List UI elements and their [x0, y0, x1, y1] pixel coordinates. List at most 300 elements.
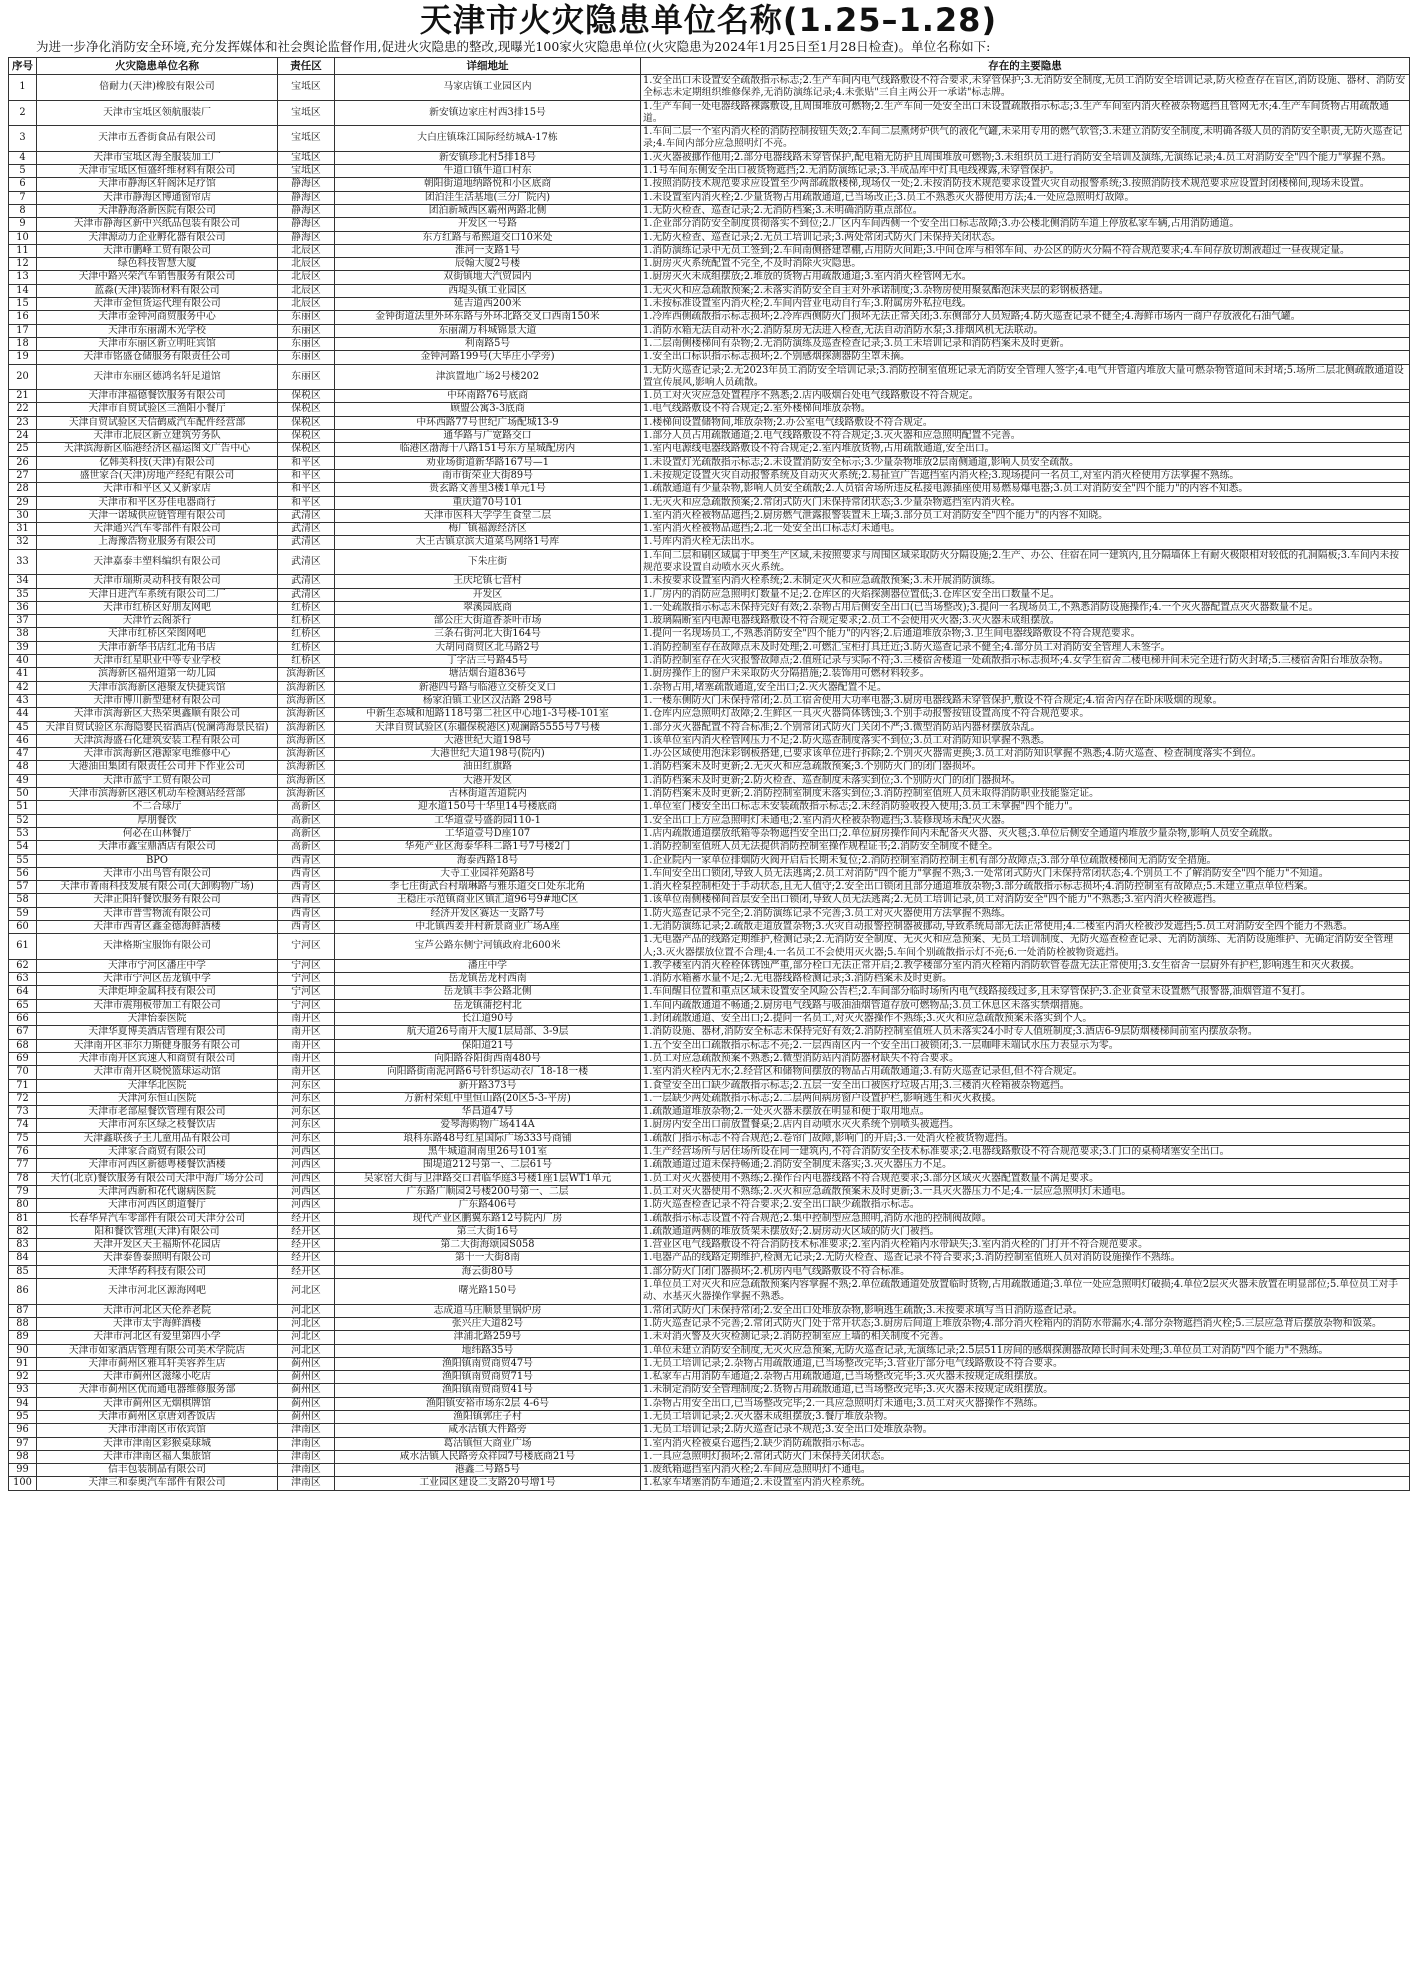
address: 华苑产业区海泰华科二路1号7号楼2门	[335, 841, 641, 854]
problems: 1.消防控制室值班人员无法提供消防控制室操作规程证书;2.消防安全制度不健全。	[641, 841, 1410, 854]
address: 牛道口镇牛道口村东	[335, 165, 641, 178]
problems: 1.消防水箱蓄水量不足;2.无电器线路检测记录;3.消防档案未及时更新。	[641, 973, 1410, 986]
unit-name: 天津鑫联孩子王儿童用品有限公司	[37, 1132, 278, 1145]
district: 经开区	[278, 1239, 335, 1252]
table-row	[9, 483, 1410, 496]
unit-name: 倍耐力(天津)橡胶有限公司	[37, 75, 278, 101]
row-number: 42	[9, 681, 37, 694]
district: 保税区	[278, 430, 335, 443]
district: 河东区	[278, 1119, 335, 1132]
district: 经开区	[278, 1265, 335, 1278]
district: 河北区	[278, 1344, 335, 1357]
district: 津南区	[278, 1450, 335, 1463]
district: 静海区	[278, 204, 335, 217]
table-row	[9, 1304, 1410, 1317]
table-row	[9, 1331, 1410, 1344]
address: 岳龙镇蒲挖村北	[335, 999, 641, 1012]
district: 西青区	[278, 854, 335, 867]
address: 大港世纪大道198号(院内)	[335, 748, 641, 761]
address: 长江道90号	[335, 1013, 641, 1026]
problems: 1.安全出口未设置安全疏散指示标志;2.生产车间内电气线路敷设不符合要求,未穿管保护;3.无消防安全制度,无员工消防安全培训记录,防火检查存在盲区,消防设施、器材、消防安全标志未定期组织维修保养,无消防演练记录;4.未张贴"三自主两公开一承诺"标志牌。	[641, 75, 1410, 101]
table-row	[9, 694, 1410, 707]
address: 翠溪园底商	[335, 601, 641, 614]
district: 河西区	[278, 1199, 335, 1212]
address: 咸水沽镇人民路旁众祥园7号楼底商21号	[335, 1450, 641, 1463]
table-row	[9, 100, 1410, 126]
unit-name: 天津市静海区博通窗帘店	[37, 191, 278, 204]
table-row	[9, 668, 1410, 681]
problems: 1.室内消火栓被物品遮挡;2.厨房燃气泄露报警装置未上墙;3.部分员工对消防安全"四个能力"的内容不知晓。	[641, 509, 1410, 522]
problems: 1.未按规定设置火灾自动报警系统及自动灭火系统;2.易扯宣广告遮挡室内消火栓;3.现场提问一名员工,对室内消火栓使用方法掌握不熟练。	[641, 469, 1410, 482]
row-number: 67	[9, 1026, 37, 1039]
district: 经开区	[278, 1212, 335, 1225]
problems: 1.厨房灭火未成组摆放;2.堆放的货物占用疏散通道;3.室内消火栓管网无水。	[641, 271, 1410, 284]
unit-name: 天津市博川新型建材有限公司	[37, 694, 278, 707]
address: 马家店镇工业园区内	[335, 75, 641, 101]
table-row	[9, 655, 1410, 668]
address: 岳龙镇岳龙村西南	[335, 973, 641, 986]
row-number: 23	[9, 416, 37, 429]
unit-name: 天津通兴汽车零部件有限公司	[37, 523, 278, 536]
address: 临港区渤海十八路151号东方星城配房内	[335, 443, 641, 456]
problems: 1.疏散通道有少量杂物,影响人员安全疏散;2.人员宿舍场所违反私接电源插座使用易燃易爆电器;3.员工对消防安全"四个能力"的内容不知悉。	[641, 483, 1410, 496]
row-number: 10	[9, 231, 37, 244]
row-number: 8	[9, 204, 37, 217]
table-row	[9, 1199, 1410, 1212]
district: 东丽区	[278, 311, 335, 324]
address: 渔阳镇郭庄子村	[335, 1410, 641, 1423]
address: 重庆道70号101	[335, 496, 641, 509]
row-number: 40	[9, 655, 37, 668]
problems: 1.消防档案未及时更新;2.消防控制室制度未落实到位;3.消防控制室值班人员未取得消防职业技能鉴定证。	[641, 788, 1410, 801]
district: 滨海新区	[278, 788, 335, 801]
table-row	[9, 258, 1410, 271]
row-number: 57	[9, 881, 37, 894]
address: 宝芦公路东侧宁河镇政府北600米	[335, 934, 641, 960]
problems: 1.安全出口上方应急照明灯未通电;2.室内消火栓被杂物遮挡;3.装修现场未配灭火器。	[641, 814, 1410, 827]
unit-name: 天津市金钟河商贸服务中心	[37, 311, 278, 324]
problems: 1.安全出口标识指示标志损坏;2.个别感烟探测器防尘罩未摘。	[641, 351, 1410, 364]
table-row	[9, 907, 1410, 920]
unit-name: 天津竹云阁茶行	[37, 615, 278, 628]
unit-name: 天津开发区天王福斯怀花园店	[37, 1239, 278, 1252]
unit-name: 天津市瑞斯灵动科技有限公司	[37, 575, 278, 588]
row-number: 4	[9, 151, 37, 164]
unit-name: 天津市宁河区岳龙镇中学	[37, 973, 278, 986]
address: 丁字沽三号路45号	[335, 655, 641, 668]
unit-name: 天津市鹏峰工贸有限公司	[37, 244, 278, 257]
unit-name: 厚朋餐饮	[37, 814, 278, 827]
row-number: 38	[9, 628, 37, 641]
unit-name: 天津市和平区又又新家店	[37, 483, 278, 496]
address: 津浦北路259号	[335, 1331, 641, 1344]
table-row	[9, 774, 1410, 787]
district: 保税区	[278, 443, 335, 456]
unit-name: 天津市红星职业中等专业学校	[37, 655, 278, 668]
unit-name: 天津滨海新区临港经济区福运图文广告中心	[37, 443, 278, 456]
district: 北辰区	[278, 258, 335, 271]
unit-name: 大港油田集团有限责任公司井下作业公司	[37, 761, 278, 774]
row-number: 56	[9, 867, 37, 880]
district: 蓟州区	[278, 1371, 335, 1384]
table-row	[9, 973, 1410, 986]
row-number: 3	[9, 126, 37, 152]
table-row	[9, 416, 1410, 429]
unit-name: 天津市鑫宝鼎酒店有限公司	[37, 841, 278, 854]
unit-name: 天津市新华书店红北角书店	[37, 641, 278, 654]
district: 河东区	[278, 1092, 335, 1105]
unit-name: 天竹(北京)餐饮服务有限公司天津中海广场分公司	[37, 1172, 278, 1185]
unit-name: 天津市津南区市依宾馆	[37, 1424, 278, 1437]
unit-name: 天津市宝坻区领航服装厂	[37, 100, 278, 126]
problems: 1.无防火检查、巡查记录;2.无员工培训记录;3.两处常闭式防火门未保持关闭状态。	[641, 231, 1410, 244]
row-number: 43	[9, 694, 37, 707]
district: 滨海新区	[278, 708, 335, 721]
row-number: 47	[9, 748, 37, 761]
problems: 1.部分人员占用疏散通道;2.电气线路敷设不符合规定;3.灭火器和应急照明配置不完善。	[641, 430, 1410, 443]
table-row	[9, 986, 1410, 999]
unit-name: 天津市太宇海鲜酒楼	[37, 1317, 278, 1330]
row-number: 58	[9, 894, 37, 907]
problems: 1.未设置灯光疏散指示标志;2.未设置消防安全标示;3.少量杂物堆放2层南侧通道,影响人员安全疏散。	[641, 456, 1410, 469]
district: 经开区	[278, 1252, 335, 1265]
table-row	[9, 1066, 1410, 1079]
address: 贵玄路文善里3楼1单元1号	[335, 483, 641, 496]
table-row	[9, 1357, 1410, 1370]
header-problems: 存在的主要隐患	[641, 58, 1410, 75]
table-row	[9, 165, 1410, 178]
problems: 1.店内疏散通道摆放纸箱等杂物遮挡安全出口;2.单位厨房操作间内未配备灭火器、灭火毯;3.单位后侧安全通道内堆放少量杂物,影响人员安全疏散。	[641, 827, 1410, 840]
address: 南市街荣业大街89号	[335, 469, 641, 482]
district: 西青区	[278, 907, 335, 920]
row-number: 22	[9, 403, 37, 416]
table-row	[9, 734, 1410, 747]
district: 滨海新区	[278, 761, 335, 774]
row-number: 97	[9, 1437, 37, 1450]
table-row	[9, 469, 1410, 482]
problems: 1.常闭式防火门未保持常闭;2.安全出口处堆放杂物,影响逃生疏散;3.未按要求填写当日消防巡查记录。	[641, 1304, 1410, 1317]
district: 滨海新区	[278, 748, 335, 761]
row-number: 62	[9, 959, 37, 972]
district: 滨海新区	[278, 694, 335, 707]
unit-name: 天津家合商贸有限公司	[37, 1146, 278, 1159]
district: 经开区	[278, 1225, 335, 1238]
district: 宁河区	[278, 959, 335, 972]
unit-name: 天津自贸试验区东海隐婴民宿酒店(悦澜湾海景民宿)	[37, 721, 278, 734]
table-row	[9, 1079, 1410, 1092]
unit-name: 天津三和泰奥汽车部件有限公司	[37, 1477, 278, 1490]
address: 渔阳镇安裕市场东2层 4-6号	[335, 1397, 641, 1410]
row-number: 24	[9, 430, 37, 443]
district: 北辰区	[278, 244, 335, 257]
problems: 1.无防火巡查记录;2.无2023年员工消防安全培训记录;3.消防控制室值班记录无消防安全管理人签字;4.电气井管道内堆放大量可燃杂物管道间未封堵;5.场所二层北侧疏散通道设置宣传展风,影响人员疏散。	[641, 364, 1410, 390]
unit-name: 天津市静海区新中兴纸品包装有限公司	[37, 218, 278, 231]
table-row	[9, 1026, 1410, 1039]
unit-name: 天津中路兴荣汽车销售服务有限公司	[37, 271, 278, 284]
row-number: 78	[9, 1172, 37, 1185]
problems: 1.消防档案未及时更新;2.无灭火和应急疏散预案;3.个别防火门的闭门器损坏。	[641, 761, 1410, 774]
address: 志成道马庄顺景里锅炉房	[335, 1304, 641, 1317]
unit-name: 天津市蓟州区滋缘小吃店	[37, 1371, 278, 1384]
row-number: 41	[9, 668, 37, 681]
district: 南开区	[278, 1026, 335, 1039]
unit-name: 不二合球厅	[37, 801, 278, 814]
district: 宝坻区	[278, 126, 335, 152]
problems: 1.一处疏散指示标志未保持完好有效;2.杂物占用后侧安全出口(已当场整改);3.提问一名现场员工,不熟悉消防设施操作;4.一个灭火器配置点灭火器数量不足。	[641, 601, 1410, 614]
table-row	[9, 1225, 1410, 1238]
address: 通华路与广宽路交口	[335, 430, 641, 443]
row-number: 64	[9, 986, 37, 999]
problems: 1.无员工培训记录;2.灭火器未成组摆放;3.餐厅堆放杂物。	[641, 1410, 1410, 1423]
row-number: 73	[9, 1106, 37, 1119]
address: 开发区	[335, 588, 641, 601]
problems: 1.员工对灭火器使用不熟练;2.灭火和应急疏散预案未及时更新;3.一具灭火器压力不足;4.一层应急照明灯未通电。	[641, 1185, 1410, 1198]
district: 河北区	[278, 1331, 335, 1344]
address: 葛沽镇恒大商业广场	[335, 1437, 641, 1450]
unit-name: 阳和餐饮管理(天津)有限公司	[37, 1225, 278, 1238]
unit-name: 天津华北医院	[37, 1079, 278, 1092]
address: 琅科东路48号红星国际广场333号商铺	[335, 1132, 641, 1145]
address: 爱琴海购物广场414A	[335, 1119, 641, 1132]
problems: 1.无防火检查、巡查记录;2.无消防档案;3.未明确消防重点部位。	[641, 204, 1410, 217]
unit-name: 天津日进汽车系统有限公司二厂	[37, 588, 278, 601]
district: 东丽区	[278, 324, 335, 337]
table-row	[9, 1239, 1410, 1252]
problems: 1.厂房内的消防应急照明灯数量不足;2.仓库区的火焰探测器位置低;3.仓库区安全出口数量不足。	[641, 588, 1410, 601]
table-row	[9, 801, 1410, 814]
unit-name: 天津格斯宝服饰有限公司	[37, 934, 278, 960]
address: 向阳路谷阳街西南480号	[335, 1052, 641, 1065]
problems: 1.按照消防技术规范要求应设置至少两部疏散楼梯,现场仅一处;2.未按消防技术规范要求设置火灾自动报警系统;3.按照消防技术规范要求应设置封闭楼梯间,现场未设置。	[641, 178, 1410, 191]
problems: 1.厨房灭火系统配置不完全,不及时消除火灾隐患。	[641, 258, 1410, 271]
address: 曙光路150号	[335, 1279, 641, 1305]
row-number: 19	[9, 351, 37, 364]
table-row	[9, 999, 1410, 1012]
district: 静海区	[278, 191, 335, 204]
unit-name: 天津市金恒货运代理有限公司	[37, 298, 278, 311]
table-row	[9, 1052, 1410, 1065]
header-address: 详细地址	[335, 58, 641, 75]
address: 海泰西路18号	[335, 854, 641, 867]
problems: 1.单位室门楼安全出口标志未安装疏散指示标志;2.未经消防验收投入使用;3.员工未掌握"四个能力"。	[641, 801, 1410, 814]
table-row	[9, 827, 1410, 840]
unit-name: 天津市普雪物流有限公司	[37, 907, 278, 920]
table-row	[9, 523, 1410, 536]
problems: 1.车间醒目位置和重点区域未设置安全风险公告栏;2.车间部分临时场所内电气线路接线过多,且未穿管保护;3.企业食堂未设置燃气报警器,油烟管道不复打。	[641, 986, 1410, 999]
problems: 1.室内消火栓内无水;2.经营区和储物间摆放的物品占用疏散通道;3.有防火巡查记录但,但不符合规定。	[641, 1066, 1410, 1079]
problems: 1.仓库内应急照明灯故障;2.生鲜区一具灭火器筒体锈蚀;3.个别手动报警按钮设置高度不符合规范要求。	[641, 708, 1410, 721]
unit-name: 天津自贸试验区天信鹤威汽车配件经营部	[37, 416, 278, 429]
problems: 1.私家车占用消防车通道;2.杂物占用疏散通道,已当场整改完毕;3.灭火器未按规定成组摆放。	[641, 1371, 1410, 1384]
unit-name: 天津河西新和花代谢病医院	[37, 1185, 278, 1198]
district: 东丽区	[278, 337, 335, 350]
row-number: 21	[9, 390, 37, 403]
district: 河西区	[278, 1172, 335, 1185]
district: 西青区	[278, 867, 335, 880]
district: 静海区	[278, 231, 335, 244]
problems: 1.食堂安全出口缺少疏散指示标志;2.五层一安全出口被医疗垃圾占用;3.三楼消火栓箱被杂物遮挡。	[641, 1079, 1410, 1092]
row-number: 93	[9, 1384, 37, 1397]
row-number: 86	[9, 1279, 37, 1305]
table-body	[9, 75, 1410, 1491]
unit-name: 天津市南开区晓悦篮球运动馆	[37, 1066, 278, 1079]
problems: 1.办公区域使用泡沫彩钢板搭建,已要求该单位进行拆除;2.个别灭火器需更换;3.员工对消防知识掌握不熟悉;4.防火巡查、检查制度落实不到位。	[641, 748, 1410, 761]
address: 咸水沽镇大件路旁	[335, 1424, 641, 1437]
problems: 1.疏散指示标志设置不符合规范;2.集中控制型应急照明,消防水池的控制阀故障。	[641, 1212, 1410, 1225]
problems: 1.营业区电气线路敷设不符合消防技术标准要求;2.室内消火栓箱内水带缺失;3.室内消火栓的门打开不符合规范要求。	[641, 1239, 1410, 1252]
unit-name: 天津一诺城供应链管理有限公司	[37, 509, 278, 522]
table-row	[9, 390, 1410, 403]
address: 围堤道212号第一、二层61号	[335, 1159, 641, 1172]
problems: 1.防火巡查记录不完善;2.常闭式防火门处于常开状态;3.厨房后间道上堆放杂物;4.部分消火栓箱内的消防水带漏水;4.部分杂物遮挡消火栓;5.三层应急背后摆放杂物和饭菜。	[641, 1317, 1410, 1330]
district: 高新区	[278, 841, 335, 854]
row-number: 95	[9, 1410, 37, 1423]
unit-name: BPO	[37, 854, 278, 867]
address: 劝业场街道新华路167号—1	[335, 456, 641, 469]
unit-name: 天津市河西区新德粤楼餐饮酒楼	[37, 1159, 278, 1172]
row-number: 5	[9, 165, 37, 178]
district: 宁河区	[278, 999, 335, 1012]
address: 双街镇地大汽贸园内	[335, 271, 641, 284]
address: 朝阳街道地纳路悦和小区底商	[335, 178, 641, 191]
district: 西青区	[278, 894, 335, 907]
unit-name: 天津泰鲁泰照明有限公司	[37, 1252, 278, 1265]
row-number: 89	[9, 1331, 37, 1344]
unit-name: 天津市津南区福人集旅馆	[37, 1450, 278, 1463]
unit-name: 天津嘉泰丰塑料编织有限公司	[37, 549, 278, 575]
table-row	[9, 1279, 1410, 1305]
problems: 1.无灭火和应急疏散预案;2.未落实消防安全自主对外承诺制度;3.杂物房使用聚氨酯泡沫夹层的彩钢板搭建。	[641, 284, 1410, 297]
district: 和平区	[278, 469, 335, 482]
address: 港鑫二号路5号	[335, 1464, 641, 1477]
row-number: 2	[9, 100, 37, 126]
district: 武清区	[278, 536, 335, 549]
unit-name: 天津市滨海新区港源家电维修中心	[37, 748, 278, 761]
table-row	[9, 575, 1410, 588]
row-number: 61	[9, 934, 37, 960]
district: 西青区	[278, 881, 335, 894]
address: 天津自贸试验区(东疆保税港区)观澜路5555号7号楼	[335, 721, 641, 734]
problems: 1.五个安全出口疏散指示标志不亮;2.一层西南区内一个安全出口被锁闭;3.一层咖啡未端试水压力表显示为零。	[641, 1039, 1410, 1052]
unit-name: 天津市河北区天伦养老院	[37, 1304, 278, 1317]
district: 红桥区	[278, 615, 335, 628]
row-number: 45	[9, 721, 37, 734]
table-row	[9, 509, 1410, 522]
table-row	[9, 1132, 1410, 1145]
problems: 1.厨房操作上的窗户未采取防火分隔措施;2.装饰用可燃材料较多。	[641, 668, 1410, 681]
address: 津滨置地广场2号楼202	[335, 364, 641, 390]
address: 辰翰大厦2号楼	[335, 258, 641, 271]
district: 河东区	[278, 1106, 335, 1119]
district: 南开区	[278, 1013, 335, 1026]
unit-name: 天津市河北区有爱里第四小学	[37, 1331, 278, 1344]
row-number: 13	[9, 271, 37, 284]
table-row	[9, 1146, 1410, 1159]
address: 张兴庄大道82号	[335, 1317, 641, 1330]
table-row	[9, 1317, 1410, 1330]
district: 河西区	[278, 1185, 335, 1198]
problems: 1.疏散门指示标志不符合规范;2.卷帘门故障,影响门的开启;3.一处消火栓被货物遮挡。	[641, 1132, 1410, 1145]
unit-name: 天津市五香街食品有限公司	[37, 126, 278, 152]
table-row	[9, 443, 1410, 456]
district: 河西区	[278, 1146, 335, 1159]
address: 保阳道21号	[335, 1039, 641, 1052]
unit-name: 天津市南开区宾速人和商贸有限公司	[37, 1052, 278, 1065]
unit-name: 长春华昇汽车零部件有限公司天津分公司	[37, 1212, 278, 1225]
unit-name: 天津市东丽区新立明旺宾馆	[37, 337, 278, 350]
address: 天津市医科大学学生食堂二层	[335, 509, 641, 522]
row-number: 54	[9, 841, 37, 854]
problems: 1.电气线路敷设不符合规定;2.室外楼梯间堆放杂物。	[641, 403, 1410, 416]
unit-name: 天津市津福德餐饮服务有限公司	[37, 390, 278, 403]
unit-name: 蓝淼(天津)装饰材料有限公司	[37, 284, 278, 297]
unit-name: 天津市蓟州区雅耳轩美容养生店	[37, 1357, 278, 1370]
unit-name: 天津怡泰医院	[37, 1013, 278, 1026]
hazard-table	[8, 57, 1410, 1491]
table-row	[9, 959, 1410, 972]
district: 北辰区	[278, 271, 335, 284]
row-number: 83	[9, 1239, 37, 1252]
unit-name: 天津市蓟州区京唐刘香饭店	[37, 1410, 278, 1423]
row-number: 74	[9, 1119, 37, 1132]
district: 蓟州区	[278, 1410, 335, 1423]
row-number: 96	[9, 1424, 37, 1437]
unit-name: 天津市河西区朗道餐厅	[37, 1199, 278, 1212]
address: 利南路5号	[335, 337, 641, 350]
address: 王稳庄示范镇商业区镇汇道96号9#地C区	[335, 894, 641, 907]
address: 工华道壹号D座107	[335, 827, 641, 840]
problems: 1.生产经营场所与居住场所设在同一建筑内,不符合消防安全技术标准要求;2.电器线路敷设不符合规范要求;3.门口的桌椅堵塞安全出口。	[641, 1146, 1410, 1159]
problems: 1.未按标准设置室内消火栓;2.车间内营业电动自行车;3.附属房外私拉电线。	[641, 298, 1410, 311]
unit-name: 天津华夏博美酒店管理有限公司	[37, 1026, 278, 1039]
row-number: 63	[9, 973, 37, 986]
table-row	[9, 628, 1410, 641]
row-number: 94	[9, 1397, 37, 1410]
address: 古林街道苦道院内	[335, 788, 641, 801]
header-no: 序号	[9, 58, 37, 75]
address: 新港四号路与临港立交桥交叉口	[335, 681, 641, 694]
address: 新开路373号	[335, 1079, 641, 1092]
address: 迎水道150号十华里14号楼底商	[335, 801, 641, 814]
district: 津南区	[278, 1477, 335, 1490]
problems: 1.车间二层一个室内消火栓的消防控制按钮失效;2.车间二层熏烤炉供气的液化气罐,未采用专用的燃气软管;3.未建立消防安全制度,未明确各级人员的消防安全职责,无防火巡查记录;4.车间内部分应急照明灯不亮。	[641, 126, 1410, 152]
row-number: 11	[9, 244, 37, 257]
unit-name: 天津市滨海新区港区机动车检测站经营部	[37, 788, 278, 801]
address: 梅厂镇福源经济区	[335, 523, 641, 536]
address: 现代产业区鹏翼东路12号院内厂房	[335, 1212, 641, 1225]
problems: 1.灭火器被挪作他用;2.部分电器线路未穿管保护,配电箱无防护且周围堆放可燃物;3.未组织员工进行消防安全培训及演练,无演练记录;4.员工对消防安全"四个能力"掌握不熟。	[641, 151, 1410, 164]
district: 保税区	[278, 416, 335, 429]
district: 蓟州区	[278, 1357, 335, 1370]
unit-name: 天津市蓝宇工贸有限公司	[37, 774, 278, 787]
address: 团泊洼生活基地(三分厂院内)	[335, 191, 641, 204]
district: 红桥区	[278, 641, 335, 654]
unit-name: 天津市西青区鑫金德海鲜酒楼	[37, 921, 278, 934]
district: 河东区	[278, 1132, 335, 1145]
table-row	[9, 708, 1410, 721]
district: 津南区	[278, 1424, 335, 1437]
problems: 1.一层缺少两处疏散指示标志;2.二层两间病房窗户设置护栏,影响逃生和灭火救援。	[641, 1092, 1410, 1105]
district: 东丽区	[278, 364, 335, 390]
table-row	[9, 75, 1410, 101]
problems: 1.消防控制室存在故障点未及时处理;2.可燃汇宝柜打具迁近;3.防火巡查记录不健全;4.部分员工对消防安全管理人未签字。	[641, 641, 1410, 654]
district: 高新区	[278, 814, 335, 827]
problems: 1.员工对火灾应急处置程序不熟悉;2.店内吸烟台处电气线路敷设不符合规定。	[641, 390, 1410, 403]
unit-name: 天津市宁河区潘庄中学	[37, 959, 278, 972]
problems: 1.封闭疏散通道、安全出口;2.提问一名员工,对灭火器操作不熟练;3.灭火和应急疏散预案未落实到个人。	[641, 1013, 1410, 1026]
table-row	[9, 324, 1410, 337]
address: 中环南路76号底商	[335, 390, 641, 403]
